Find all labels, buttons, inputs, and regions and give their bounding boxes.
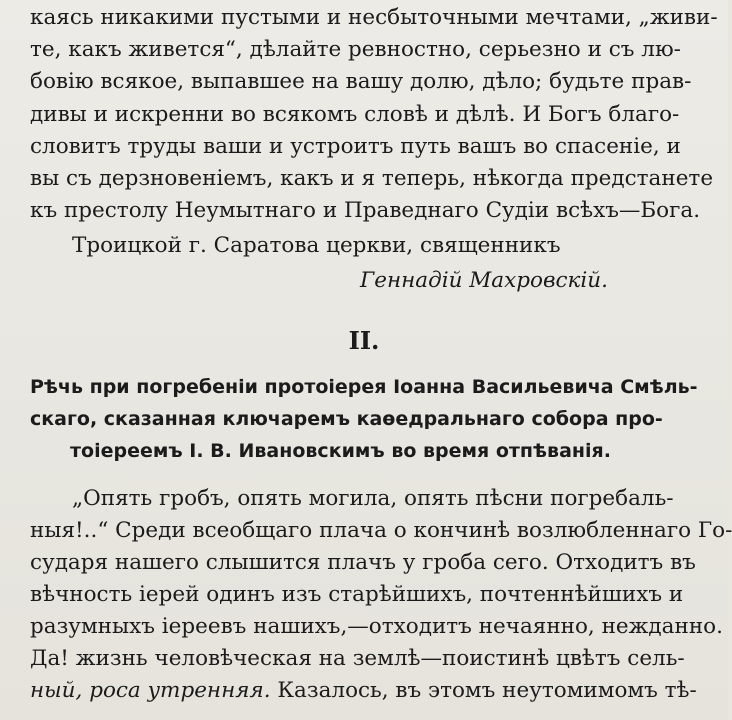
text-line — [30, 675, 697, 707]
text-line: дивы и искренни во всякомъ словѣ и дѣлѣ. И Богъ благо- — [30, 102, 680, 127]
text-line: вы съ дерзновеніемъ, какъ и я теперь, нѣкогда предстанете — [30, 166, 714, 191]
text-line: „Опять гробъ, опять могила, опять пѣсни погребаль- — [72, 486, 674, 511]
line-continuation: Казалось, въ этомъ неутомимомъ тѣ- — [270, 678, 697, 703]
text-line: Да! жизнь человѣческая на землѣ—поистинѣ цвѣтъ сель- — [30, 646, 685, 671]
speech-title-line: Рѣчь при погребеніи протоіерея Іоанна Васильевича Смѣль- — [30, 376, 698, 398]
text-line: словитъ труды ваши и устроитъ путь вашъ во спасеніе, и — [30, 134, 681, 159]
text-line: ныя!..“ Среди всеобщаго плача о кончинѣ возлюбленнаго Го- — [30, 518, 732, 543]
text-line: те, какъ живется“, дѣлайте ревностно, серьезно и съ лю- — [30, 37, 681, 62]
signature-position: Троицкой г. Саратова церкви, священникъ — [72, 233, 561, 258]
text-line: бовію всякое, выпавшее на вашу долю, дѣло; будьте прав- — [30, 69, 692, 94]
text-line: къ престолу Неумытнаго и Праведнаго Судіи всѣхъ—Бога. — [30, 198, 701, 223]
text-line: разумныхъ іереевъ нашихъ,—отходитъ нечаянно, нежданно. — [30, 614, 723, 639]
italic-phrase: ный, роса утренняя. — [30, 678, 271, 703]
text-line: вѣчность іерей одинъ изъ старѣйшихъ, почтеннѣйшихъ и — [30, 582, 684, 607]
speech-title-line: скаго, сказанная ключаремъ каѳедральнаго собора про- — [30, 408, 663, 430]
section-number: II. — [348, 326, 380, 355]
text-line: сударя нашего слышится плачъ у гроба сего. Отходитъ въ — [30, 550, 696, 575]
signature-name: Геннадій Махровскій. — [360, 268, 608, 293]
speech-title-line: тоіереемъ І. В. Ивановскимъ во время отпѣванія. — [70, 440, 611, 462]
text-line: каясь никакими пустыми и несбыточными мечтами, „живи- — [30, 5, 718, 30]
